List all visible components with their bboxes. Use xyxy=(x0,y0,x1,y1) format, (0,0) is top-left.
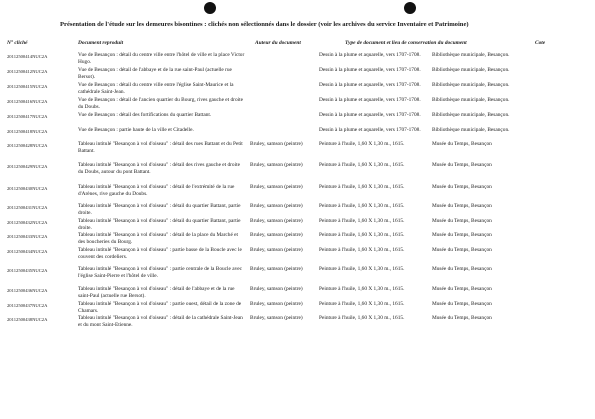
table-row xyxy=(0,184,595,203)
document-description: Vue de Besançon : détail du centre ville entre l'église Saint-Maurice et la cathédrale Saint-Jean. xyxy=(78,82,234,95)
column-header-cliche: N° cliché xyxy=(7,40,28,46)
document-description: Tableau intitulé "Besançon à vol d'oiseau" : détail du quartier Battant, partie droite. xyxy=(78,218,241,231)
document-author: Bruley, samson (peintre) xyxy=(250,218,303,224)
document-type: Dessin à la plume et aquarelle, vers 1707-1708. xyxy=(319,67,421,73)
document-author: Bruley, samson (peintre) xyxy=(250,184,303,190)
document-type: Peinture à l'huile, 1,60 X 1,30 m., 1615. xyxy=(319,286,405,292)
column-header-cote: Cote xyxy=(535,40,546,46)
cliche-number: 20112500438NUC2A xyxy=(7,317,48,322)
cliche-number: 20112500428NUC2A xyxy=(7,143,48,148)
conservation-place: Musée du Temps, Besançon xyxy=(432,218,492,224)
cliche-number: 20112500433NUC2A xyxy=(7,234,48,239)
document-type: Peinture à l'huile, 1,60 X 1,30 m., 1615. xyxy=(319,315,405,321)
table-row xyxy=(0,315,595,330)
document-author: Bruley, samson (peintre) xyxy=(250,141,303,147)
document-type: Peinture à l'huile, 1,60 X 1,30 m., 1615. xyxy=(319,162,405,168)
document-type: Peinture à l'huile, 1,60 X 1,30 m., 1615. xyxy=(319,232,405,238)
cliche-number: 20112500414NUC2A xyxy=(7,54,48,59)
document-description: Tableau intitulé "Besançon à vol d'oiseau" : détail de la cathédrale Saint-Jean et du mont Saint-Etienne. xyxy=(78,315,243,328)
document-type: Peinture à l'huile, 1,60 X 1,30 m., 1615. xyxy=(319,141,405,147)
document-description: Tableau intitulé "Besançon à vol d'oiseau" : partie ouest, détail de la zone de Chamars. xyxy=(78,301,242,314)
document-description: Vue de Besançon : partie haute de la ville et Citadelle. xyxy=(78,127,194,133)
table-row xyxy=(0,82,595,97)
conservation-place: Bibliothèque municipale, Besançon. xyxy=(432,52,510,58)
document-description: Tableau intitulé "Besançon à vol d'oiseau" : partie basse de la Boucle avec le couvent des cordeliers. xyxy=(78,247,242,260)
document-author: Bruley, samson (peintre) xyxy=(250,266,303,272)
document-author: Bruley, samson (peintre) xyxy=(250,203,303,209)
document-author: Bruley, samson (peintre) xyxy=(250,286,303,292)
document-type: Dessin à la plume et aquarelle, vers 1707-1708. xyxy=(319,52,421,58)
conservation-place: Bibliothèque municipale, Besançon. xyxy=(432,67,510,73)
table-row xyxy=(0,301,595,315)
column-header-type: Type de document et lieu de conservation du document xyxy=(345,40,467,46)
conservation-place: Musée du Temps, Besançon xyxy=(432,247,492,253)
conservation-place: Musée du Temps, Besançon xyxy=(432,162,492,168)
table-row xyxy=(0,286,595,301)
page-title: Présentation de l'étude sur les demeures bisontines : clichés non sélectionnés dans le dossier (voir les archives du service Inventaire et Patrimoine) xyxy=(60,21,469,28)
document-type: Peinture à l'huile, 1,60 X 1,30 m., 1615. xyxy=(319,247,405,253)
document-author: Bruley, samson (peintre) xyxy=(250,315,303,321)
column-header-auteur: Auteur du document xyxy=(255,40,301,46)
document-description: Tableau intitulé "Besançon à vol d'oiseau" : partie centrale de la Boucle avec l'église Saint-Pierre et l'hôtel de ville. xyxy=(78,266,243,279)
document-type: Peinture à l'huile, 1,60 X 1,30 m., 1615. xyxy=(319,184,405,190)
cliche-number: 20112500434NUC2A xyxy=(7,249,48,254)
cliche-number: 20112500418NUC2A xyxy=(7,129,48,134)
document-author: Bruley, samson (peintre) xyxy=(250,247,303,253)
cliche-number: 20112500435NUC2A xyxy=(7,268,48,273)
document-type: Dessin à la plume et aquarelle, vers 1707-1708. xyxy=(319,82,421,88)
table-row xyxy=(0,218,595,232)
document-description: Tableau intitulé "Besançon à vol d'oiseau" : détail du quartier Battant, partie droite. xyxy=(78,203,241,216)
cliche-number: 20112500412NUC2A xyxy=(7,69,48,74)
table-row xyxy=(0,127,595,141)
table-row xyxy=(0,266,595,286)
document-author: Bruley, samson (peintre) xyxy=(250,232,303,238)
conservation-place: Bibliothèque municipale, Besançon. xyxy=(432,112,510,118)
document-description: Vue de Besançon : détail de l'ancien quartier du Bourg, rives gauche et droite du Doubs. xyxy=(78,97,243,110)
cliche-number: 20112500437NUC2A xyxy=(7,303,48,308)
document-type: Dessin à la plume et aquarelle, vers 1707-1708. xyxy=(319,97,421,103)
cliche-number: 20112500430NUC2A xyxy=(7,186,48,191)
conservation-place: Musée du Temps, Besançon xyxy=(432,141,492,147)
cliche-number: 20112500436NUC2A xyxy=(7,288,48,293)
document-description: Tableau intitulé "Besançon à vol d'oiseau" : détail des rives gauche et droite du Doubs, autour du pont Battant. xyxy=(78,162,240,175)
document-type: Peinture à l'huile, 1,60 X 1,30 m., 1615. xyxy=(319,266,405,272)
document-description: Vue de Besançon : détail du centre ville entre l'hôtel de ville et la place Victor Hugo. xyxy=(78,52,245,65)
conservation-place: Bibliothèque municipale, Besançon. xyxy=(432,127,510,133)
cliche-number: 20112500431NUC2A xyxy=(7,205,48,210)
cliche-number: 20112500417NUC2A xyxy=(7,114,48,119)
document-description: Vue de Besançon : détail de l'abbaye et de la rue saint-Paul (actuelle rue Bersot). xyxy=(78,67,232,80)
cliche-number: 20112500432NUC2A xyxy=(7,220,48,225)
document-description: Vue de Besançon : détail des fortifications du quartier Battant. xyxy=(78,112,212,118)
conservation-place: Musée du Temps, Besançon xyxy=(432,315,492,321)
document-description: Tableau intitulé "Besançon à vol d'oiseau" : détail de la place du Marché et des boucheries du Bourg. xyxy=(78,232,239,245)
document-type: Peinture à l'huile, 1,60 X 1,30 m., 1615. xyxy=(319,218,405,224)
column-header-document: Document reproduit xyxy=(78,40,124,46)
document-type: Peinture à l'huile, 1,60 X 1,30 m., 1615. xyxy=(319,301,405,307)
table-row xyxy=(0,232,595,247)
document-author: Bruley, samson (peintre) xyxy=(250,301,303,307)
table-row xyxy=(0,52,595,67)
document-type: Dessin à la plume et aquarelle, vers 1707-1708. xyxy=(319,112,421,118)
conservation-place: Bibliothèque municipale, Besançon. xyxy=(432,97,510,103)
document-author: Bruley, samson (peintre) xyxy=(250,162,303,168)
conservation-place: Bibliothèque municipale, Besançon. xyxy=(432,82,510,88)
document-type: Dessin à la plume et aquarelle, vers 1707-1708. xyxy=(319,127,421,133)
document-description: Tableau intitulé "Besançon à vol d'oiseau" : détail des rues Battant et du Petit Battant. xyxy=(78,141,243,154)
document-type: Peinture à l'huile, 1,60 X 1,30 m., 1615. xyxy=(319,203,405,209)
document-description: Tableau intitulé "Besançon à vol d'oiseau" : détail de l'abbaye et de la rue saint-Paul (actuelle rue Bersot). xyxy=(78,286,235,299)
cliche-number: 20112500415NUC2A xyxy=(7,84,48,89)
table-row xyxy=(0,141,595,162)
table-row xyxy=(0,112,595,127)
table-row xyxy=(0,203,595,218)
conservation-place: Musée du Temps, Besançon xyxy=(432,203,492,209)
conservation-place: Musée du Temps, Besançon xyxy=(432,266,492,272)
table-row xyxy=(0,247,595,266)
conservation-place: Musée du Temps, Besançon xyxy=(432,286,492,292)
table-row xyxy=(0,97,595,112)
cliche-number: 20112500429NUC2A xyxy=(7,164,48,169)
punch-hole-right xyxy=(404,2,416,14)
document-description: Tableau intitulé "Besançon à vol d'oiseau" : détail de l'extrémité de la rue d'Arènes, rive gauche du Doubs. xyxy=(78,184,235,197)
conservation-place: Musée du Temps, Besançon xyxy=(432,301,492,307)
table-body xyxy=(0,52,595,330)
table-row xyxy=(0,162,595,184)
conservation-place: Musée du Temps, Besançon xyxy=(432,184,492,190)
cliche-number: 20112500416NUC2A xyxy=(7,99,48,104)
punch-hole-left xyxy=(204,2,216,14)
conservation-place: Musée du Temps, Besançon xyxy=(432,232,492,238)
table-row xyxy=(0,67,595,82)
